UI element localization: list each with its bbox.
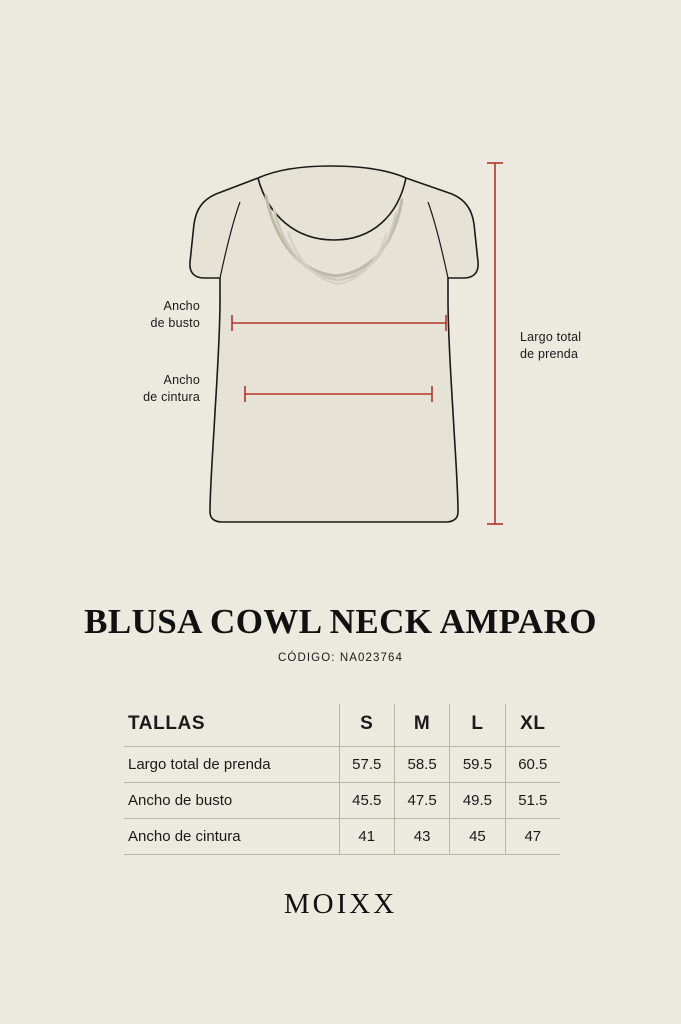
annotation-waist-line2: de cintura [143,389,200,404]
product-code: CÓDIGO: NA023764 [278,652,403,664]
row-label-total-length: Largo total de prenda [124,747,339,783]
cell-bust-width-l: 49.5 [450,783,505,819]
cell-waist-width-xl: 47 [505,819,560,855]
annotation-bust-line1: Ancho [163,299,200,313]
cell-bust-width-s: 45.5 [339,783,394,819]
table-header-size-s: S [339,704,394,747]
table-header-size-m: M [394,704,449,747]
length-measure-line [487,163,503,524]
row-label-waist-width: Ancho de cintura [124,819,339,855]
cell-total-length-s: 57.5 [339,747,394,783]
cell-bust-width-m: 47.5 [394,783,449,819]
annotation-length-line2: de prenda [520,346,579,361]
cell-waist-width-s: 41 [339,819,394,855]
table-header-row [124,704,560,747]
table-row [124,819,560,855]
table-header-size-xl: XL [505,704,560,747]
title-block [0,602,681,664]
cell-total-length-m: 58.5 [394,747,449,783]
table-row [124,783,560,819]
annotation-total-length [520,329,650,363]
annotation-waist-line1: Ancho [163,373,200,387]
page-title: BLUSA COWL NECK AMPARO [84,602,597,641]
table-row [124,747,560,783]
annotation-bust-line2: de busto [150,315,200,330]
annotation-length-line1: Largo total [520,330,582,344]
annotation-bust-width [90,298,200,332]
size-table [124,704,560,855]
cell-waist-width-m: 43 [394,819,449,855]
table-header-size-l: L [450,704,505,747]
cell-total-length-l: 59.5 [450,747,505,783]
cell-total-length-xl: 60.5 [505,747,560,783]
cell-bust-width-xl: 51.5 [505,783,560,819]
table-header-label: TALLAS [124,704,339,747]
row-label-bust-width: Ancho de busto [124,783,339,819]
cell-waist-width-l: 45 [450,819,505,855]
blouse-outline [190,166,478,522]
brand-logo: MOIXX [283,888,398,920]
annotation-waist-width [90,372,200,406]
